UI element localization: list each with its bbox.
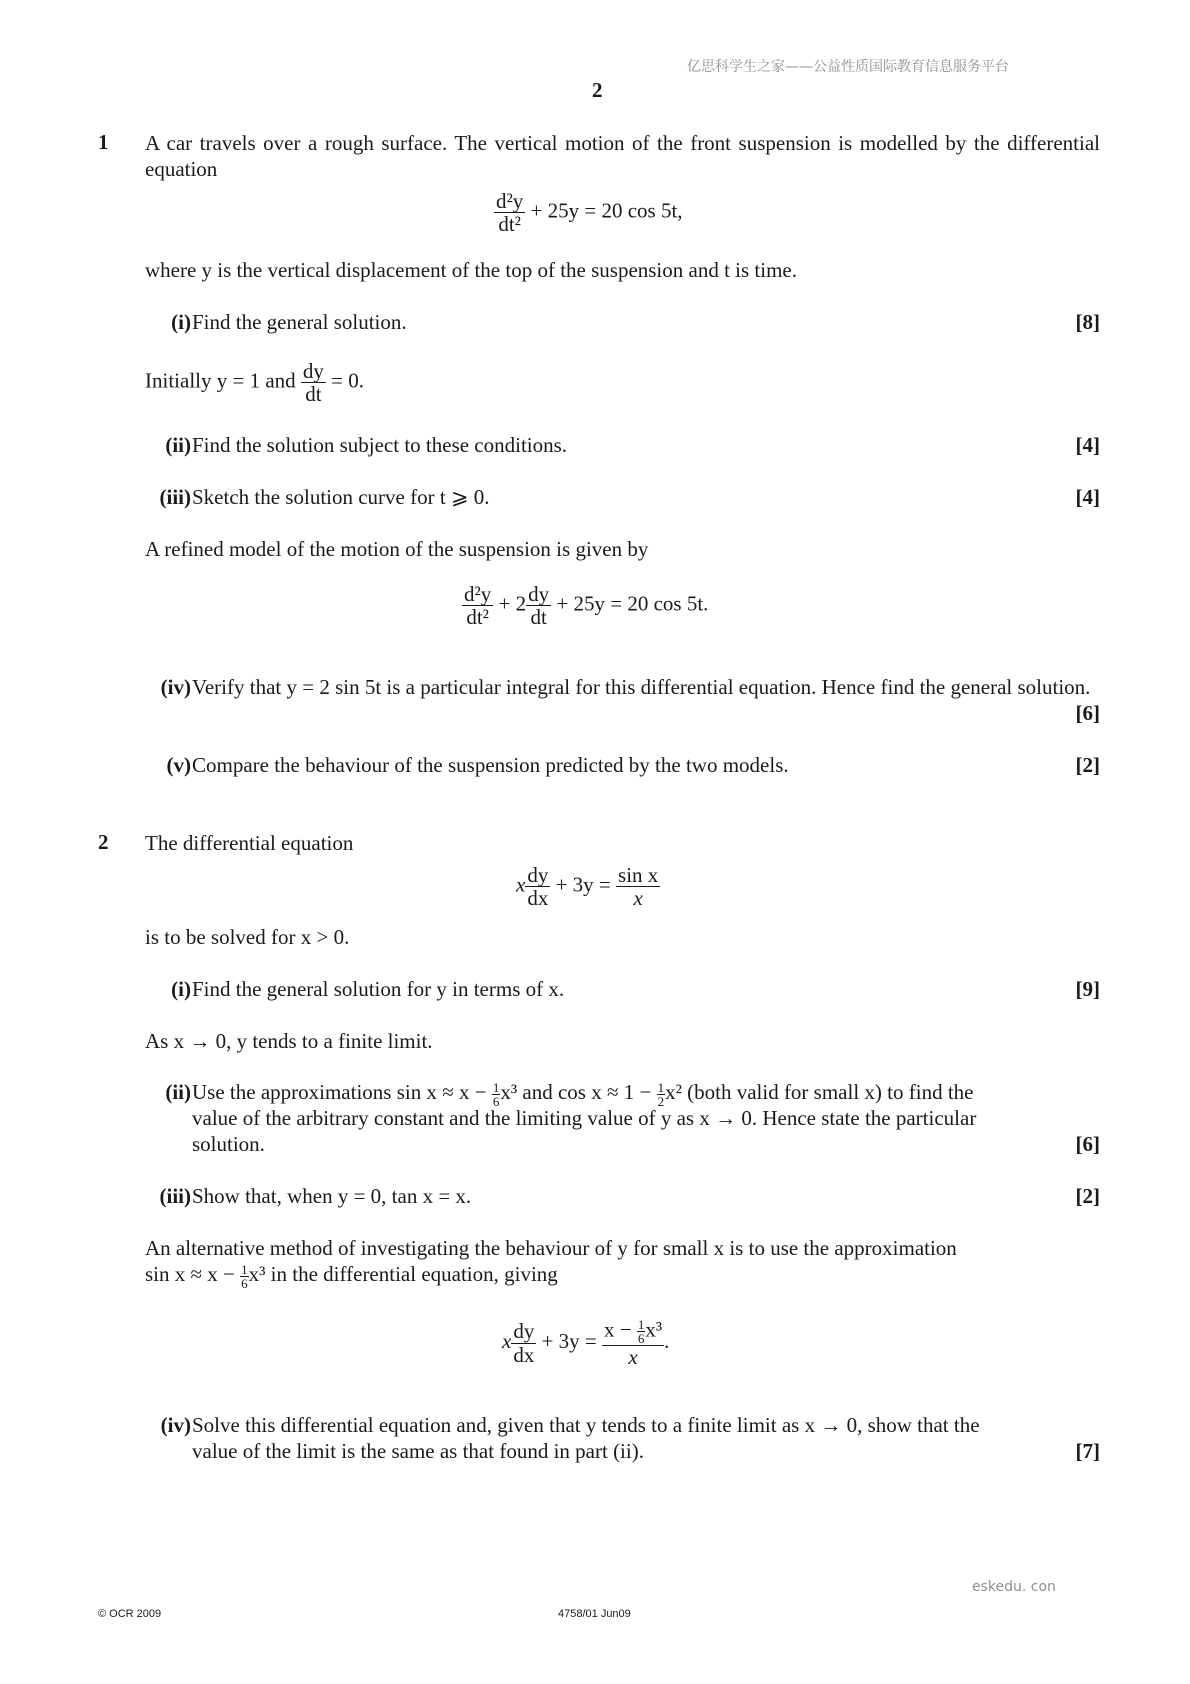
frac-numerator: 1 bbox=[241, 1261, 248, 1277]
eq-numerator: dy bbox=[302, 359, 324, 383]
question-2-intro: The differential equation bbox=[145, 831, 354, 855]
eq-denominator: dx bbox=[527, 886, 549, 911]
question-1-refined: A refined model of the motion of the suspension is given by bbox=[145, 537, 649, 561]
eq-rest: + 25y = 20 cos 5t, bbox=[530, 198, 683, 223]
eq-denominator: dt² bbox=[466, 605, 489, 630]
q1-equation-1 bbox=[494, 190, 683, 235]
part-marks: [4] bbox=[1075, 433, 1100, 457]
eq-numerator: d²y bbox=[496, 189, 524, 213]
eq-denominator: dt bbox=[530, 605, 547, 630]
frac-denominator: 2 bbox=[657, 1093, 665, 1109]
part-text-line1: Solve this differential equation and, given that y tends to a finite limit as x → 0, show that the bbox=[192, 1413, 980, 1437]
part-marks: [9] bbox=[1075, 977, 1100, 1001]
eq-denominator: dx bbox=[513, 1342, 535, 1367]
part-label: (ii) bbox=[165, 1080, 191, 1104]
question-1-number: 1 bbox=[98, 130, 109, 154]
eq-end: . bbox=[664, 1328, 670, 1353]
watermark-top: 亿思科学生之家——公益性质国际教育信息服务平台 bbox=[687, 59, 1009, 75]
part-text-line2: value of the arbitrary constant and the limiting value of y as x → 0. Hence state the particular bbox=[192, 1106, 977, 1130]
question-1-where: where y is the vertical displacement of the top of the suspension and t is time. bbox=[145, 258, 798, 282]
alt-line-2 bbox=[145, 1261, 1100, 1290]
part-text-line3: solution. bbox=[192, 1132, 265, 1156]
frac-denominator: 6 bbox=[241, 1275, 248, 1291]
q1-initially bbox=[145, 360, 364, 405]
question-2-solved: is to be solved for x > 0. bbox=[145, 925, 350, 949]
eq-numerator bbox=[602, 1318, 664, 1346]
frac-denominator: 6 bbox=[492, 1093, 500, 1109]
alt-text-b: x³ in the differential equation, giving bbox=[248, 1262, 558, 1286]
alt-line-1: An alternative method of investigating the behaviour of y for small x is to use the approximation bbox=[145, 1236, 957, 1260]
question-2-limit: As x → 0, y tends to a finite limit. bbox=[145, 1029, 433, 1053]
eq-numerator: dy bbox=[513, 1319, 535, 1344]
eq-mid: + 3y = bbox=[541, 1328, 597, 1353]
part-text: Find the general solution for y in terms of x. bbox=[192, 977, 565, 1001]
question-2-alternative bbox=[145, 1235, 1100, 1290]
eq-denominator: dt bbox=[305, 382, 322, 407]
part-label: (iii) bbox=[159, 485, 191, 509]
eq-rest: + 25y = 20 cos 5t. bbox=[556, 591, 709, 616]
alt-text-a: sin x ≈ x − bbox=[145, 1262, 235, 1286]
eq-rest: = 0. bbox=[331, 368, 364, 393]
part-text-b: x³ and cos x ≈ 1 − bbox=[500, 1080, 652, 1104]
footer-paper-code: 4758/01 Jun09 bbox=[558, 1608, 631, 1620]
eq-num-b: x³ bbox=[645, 1317, 663, 1342]
part-label: (i) bbox=[171, 977, 191, 1001]
initially-text: Initially y = 1 and bbox=[145, 368, 296, 393]
part-label: (v) bbox=[166, 753, 191, 777]
part-label: (iv) bbox=[160, 1413, 191, 1437]
eq-numerator: d²y bbox=[464, 582, 492, 606]
part-marks: [6] bbox=[1075, 1132, 1100, 1156]
frac-numerator: 1 bbox=[657, 1079, 665, 1095]
part-text-a: Use the approximations sin x ≈ x − bbox=[192, 1080, 487, 1104]
part-text: Find the solution subject to these conditions. bbox=[192, 433, 568, 457]
eq-mid: + 3y = bbox=[555, 872, 611, 897]
part-text bbox=[192, 1079, 1097, 1108]
eq-x: x bbox=[516, 872, 526, 897]
frac-numerator: 1 bbox=[637, 1317, 645, 1332]
part-text: Sketch the solution curve for t ⩾ 0. bbox=[192, 485, 490, 509]
q2-equation-2 bbox=[502, 1318, 669, 1368]
part-label: (iv) bbox=[160, 675, 191, 699]
part-marks: [2] bbox=[1075, 1184, 1100, 1208]
part-text: Verify that y = 2 sin 5t is a particular integral for this differential equation. Hence find the general solution. bbox=[192, 675, 1091, 699]
page-number: 2 bbox=[592, 78, 603, 102]
eq-numerator: sin x bbox=[618, 863, 659, 887]
part-marks: [7] bbox=[1075, 1439, 1100, 1463]
frac-denominator: 6 bbox=[637, 1331, 645, 1346]
footer-copyright: © OCR 2009 bbox=[98, 1608, 162, 1620]
part-text: Compare the behaviour of the suspension predicted by the two models. bbox=[192, 753, 789, 777]
eq-x: x bbox=[502, 1328, 512, 1353]
watermark-bottom: eskedu. con bbox=[972, 1579, 1056, 1595]
part-marks: [8] bbox=[1075, 310, 1100, 334]
part-label: (i) bbox=[171, 310, 191, 334]
part-marks: [4] bbox=[1075, 485, 1100, 509]
part-marks: [2] bbox=[1075, 753, 1100, 777]
part-text-c: x² (both valid for small x) to find the bbox=[665, 1080, 974, 1104]
part-label: (ii) bbox=[165, 433, 191, 457]
eq-denominator: x bbox=[633, 886, 643, 911]
eq-denominator: x bbox=[628, 1345, 638, 1369]
frac-numerator: 1 bbox=[492, 1079, 500, 1095]
q2-equation-1 bbox=[516, 864, 660, 909]
question-1-intro: A car travels over a rough surface. The vertical motion of the front suspension is modelled by the differential equation bbox=[145, 131, 1100, 181]
part-text-line2: value of the limit is the same as that found in part (ii). bbox=[192, 1439, 644, 1463]
eq-numerator: dy bbox=[528, 582, 550, 606]
q1-equation-2 bbox=[462, 583, 708, 628]
question-2-number: 2 bbox=[98, 830, 109, 854]
eq-mid: + 2 bbox=[498, 591, 527, 616]
part-text: Find the general solution. bbox=[192, 310, 407, 334]
eq-numerator: dy bbox=[527, 863, 549, 887]
eq-denominator: dt² bbox=[498, 212, 521, 237]
part-label: (iii) bbox=[159, 1184, 191, 1208]
eq-num-a: x − bbox=[604, 1317, 632, 1342]
part-marks: [6] bbox=[1075, 701, 1100, 725]
part-text: Show that, when y = 0, tan x = x. bbox=[192, 1184, 472, 1208]
